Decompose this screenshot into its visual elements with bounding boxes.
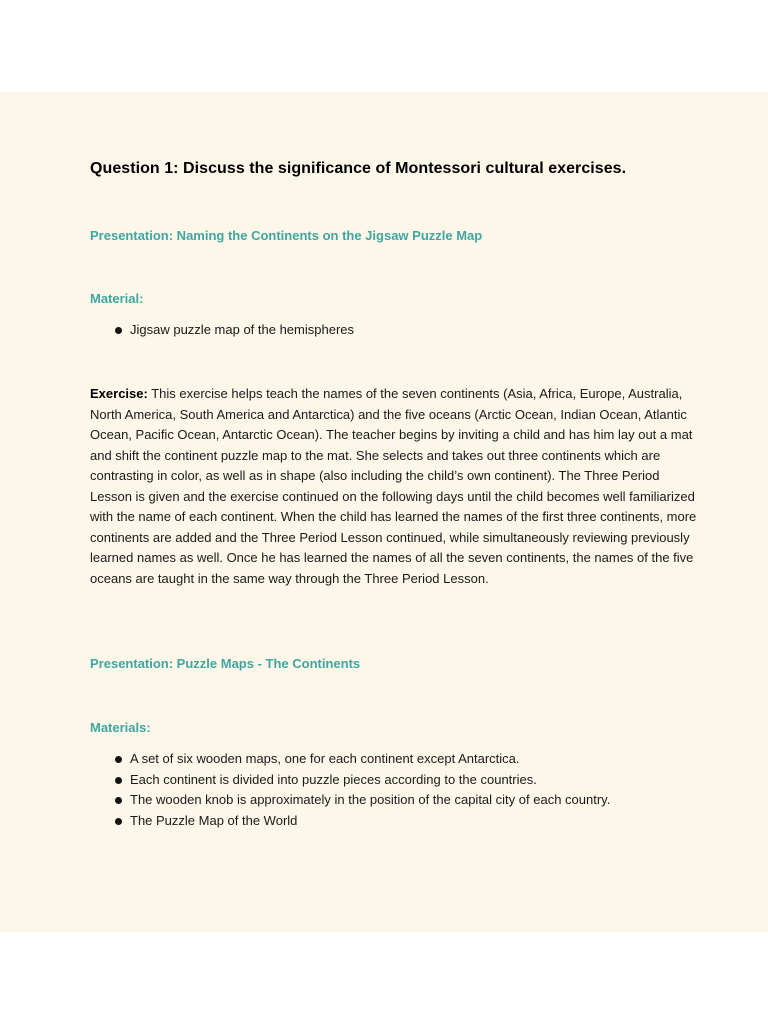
exercise-paragraph	[90, 384, 700, 589]
exercise-label: Exercise:	[90, 386, 148, 401]
bullet-icon	[115, 327, 122, 334]
presentation-heading-jigsaw: Presentation: Naming the Continents on the Jigsaw Puzzle Map	[90, 228, 483, 243]
list-item-text: The Puzzle Map of the World	[130, 812, 298, 828]
list-item-text: Each continent is divided into puzzle pieces according to the countries.	[130, 771, 537, 787]
list-item	[90, 811, 610, 832]
material-list	[90, 320, 354, 341]
bullet-icon	[115, 818, 122, 825]
list-item	[90, 770, 610, 791]
exercise-text: This exercise helps teach the names of the seven continents (Asia, Africa, Europe, Australia, North America, South America and Antarctica) and the five oceans (Arctic Ocean, Indian Ocean, Atlantic Ocean, Pacific Ocean, Antarctic Ocean). The teacher begins by inviting a child and has him lay out a mat and shift the continent puzzle map to the mat. She selects and takes out three continents which are contrasting in color, as well as in shape (also including the child’s own continent). The Three Period Lesson is given and the exercise continued on the following days until the child becomes well familiarized with the name of each continent. When the child has learned the names of the first three continents, more continents are added and the Three Period Lesson continued, while simultaneously reviewing previously learned names as well. Once he has learned the names of all the seven continents, the names of the five oceans are taught in the same way through the Three Period Lesson.	[90, 386, 697, 586]
list-item-text: The wooden knob is approximately in the position of the capital city of each country.	[130, 792, 611, 807]
bullet-icon	[115, 797, 122, 804]
presentation-heading-continents: Presentation: Puzzle Maps - The Continents	[90, 656, 361, 671]
question-title: Question 1: Discuss the significance of Montessori cultural exercises.	[90, 160, 627, 177]
bullet-icon	[115, 756, 122, 763]
bullet-icon	[115, 777, 122, 784]
list-item	[90, 749, 610, 770]
materials-heading: Materials:	[90, 720, 151, 735]
material-heading: Material:	[90, 291, 144, 306]
list-item-text: A set of six wooden maps, one for each continent except Antarctica.	[130, 751, 520, 766]
document-page	[0, 92, 768, 932]
list-item-text: Jigsaw puzzle map of the hemispheres	[130, 322, 355, 337]
list-item	[90, 320, 354, 341]
list-item	[90, 790, 610, 811]
materials-list	[90, 749, 610, 831]
